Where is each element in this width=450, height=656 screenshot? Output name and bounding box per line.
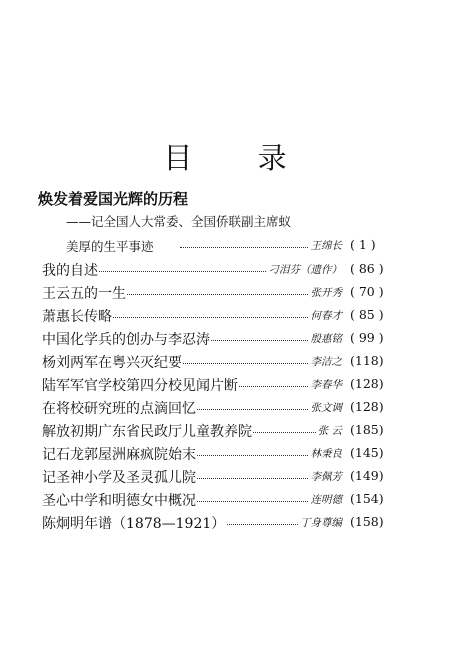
toc-entry [0, 444, 450, 466]
section-subtitle: ——记全国人大常委、全国侨联副主席蚁 [66, 214, 292, 229]
toc-entry-page: ( 99 ) [350, 330, 384, 345]
toc-entry-page: (158) [350, 514, 384, 529]
toc-entry-title: 我的自述 [42, 260, 99, 280]
toc-entry [0, 375, 450, 397]
toc-entry-title: 解放初期广东省民政厅儿童教养院 [42, 421, 253, 441]
toc-entry-title: 陆军军官学校第四分校见闻片断 [42, 375, 239, 395]
toc-entry [0, 398, 450, 420]
toc-entry-title: 王云五的一生 [42, 283, 127, 303]
toc-entry [0, 421, 450, 443]
toc-entry-page: (128) [350, 376, 384, 391]
toc-entry-page: ( 1 ) [350, 237, 376, 252]
toc-entry-page: ( 86 ) [350, 261, 384, 276]
toc-entry-page: (154) [350, 491, 384, 506]
section-heading: 焕发着爱国光辉的历程 [38, 190, 189, 208]
toc-entry [0, 283, 450, 305]
toc-entry [0, 467, 450, 489]
toc-entry-title: 杨刘两军在粤兴灭纪要 [42, 352, 183, 372]
toc-entry-title: 陈炯明年谱（1878—1921） [42, 513, 226, 533]
toc-entry-page: ( 70 ) [350, 284, 384, 299]
toc-entry-title: 美厚的生平事迹 [66, 239, 154, 254]
toc-entry [0, 236, 450, 258]
toc-entry-page: (128) [350, 399, 384, 414]
toc-entry-title: 圣心中学和明德女中概况 [42, 490, 197, 510]
toc-entry [0, 490, 450, 512]
toc-entry-title: 萧惠长传略 [42, 306, 113, 326]
toc-entry [0, 306, 450, 328]
toc-entry-author: 何春才 [310, 310, 342, 322]
toc-entry-author: 林秉良 [310, 448, 342, 460]
toc-entry-page: (118) [350, 353, 384, 368]
toc-entry-author: 殷惠铭 [310, 333, 342, 345]
toc-entry-author: 王绵长 [310, 240, 342, 252]
toc-entry-page: (145) [350, 445, 384, 460]
toc-entry-title: 记圣神小学及圣灵孤儿院 [42, 467, 197, 487]
toc-entry-title: 中国化学兵的创办与李忍涛 [42, 329, 211, 349]
toc-entry-page: (185) [350, 422, 384, 437]
toc-entry-author: 李洁之 [310, 356, 342, 368]
toc-entry-author: 张文调 [310, 402, 342, 414]
toc-entry [0, 352, 450, 374]
toc-entry [0, 329, 450, 351]
toc-entry-author: 刁泪芬（遗作） [268, 264, 342, 276]
toc-entry-author: 李佩芳 [310, 471, 342, 483]
toc-entry-author: 张开秀 [310, 287, 342, 299]
toc-entry-author: 连明德 [310, 494, 342, 506]
toc-entry-page: (149) [350, 468, 384, 483]
toc-entry-author: 丁身尊编 [300, 517, 342, 529]
toc-entry-title: 在将校研究班的点滴回忆 [42, 398, 197, 418]
page-title: 目 录 [163, 141, 315, 175]
toc-entry-author: 张 云 [317, 425, 342, 437]
toc-entry-title: 记石龙郭屋洲麻疯院始末 [42, 444, 197, 464]
toc-entry [0, 513, 450, 535]
toc-entry-author: 李春华 [310, 379, 342, 391]
toc-entry [0, 260, 450, 282]
toc-entry-page: ( 85 ) [350, 307, 384, 322]
